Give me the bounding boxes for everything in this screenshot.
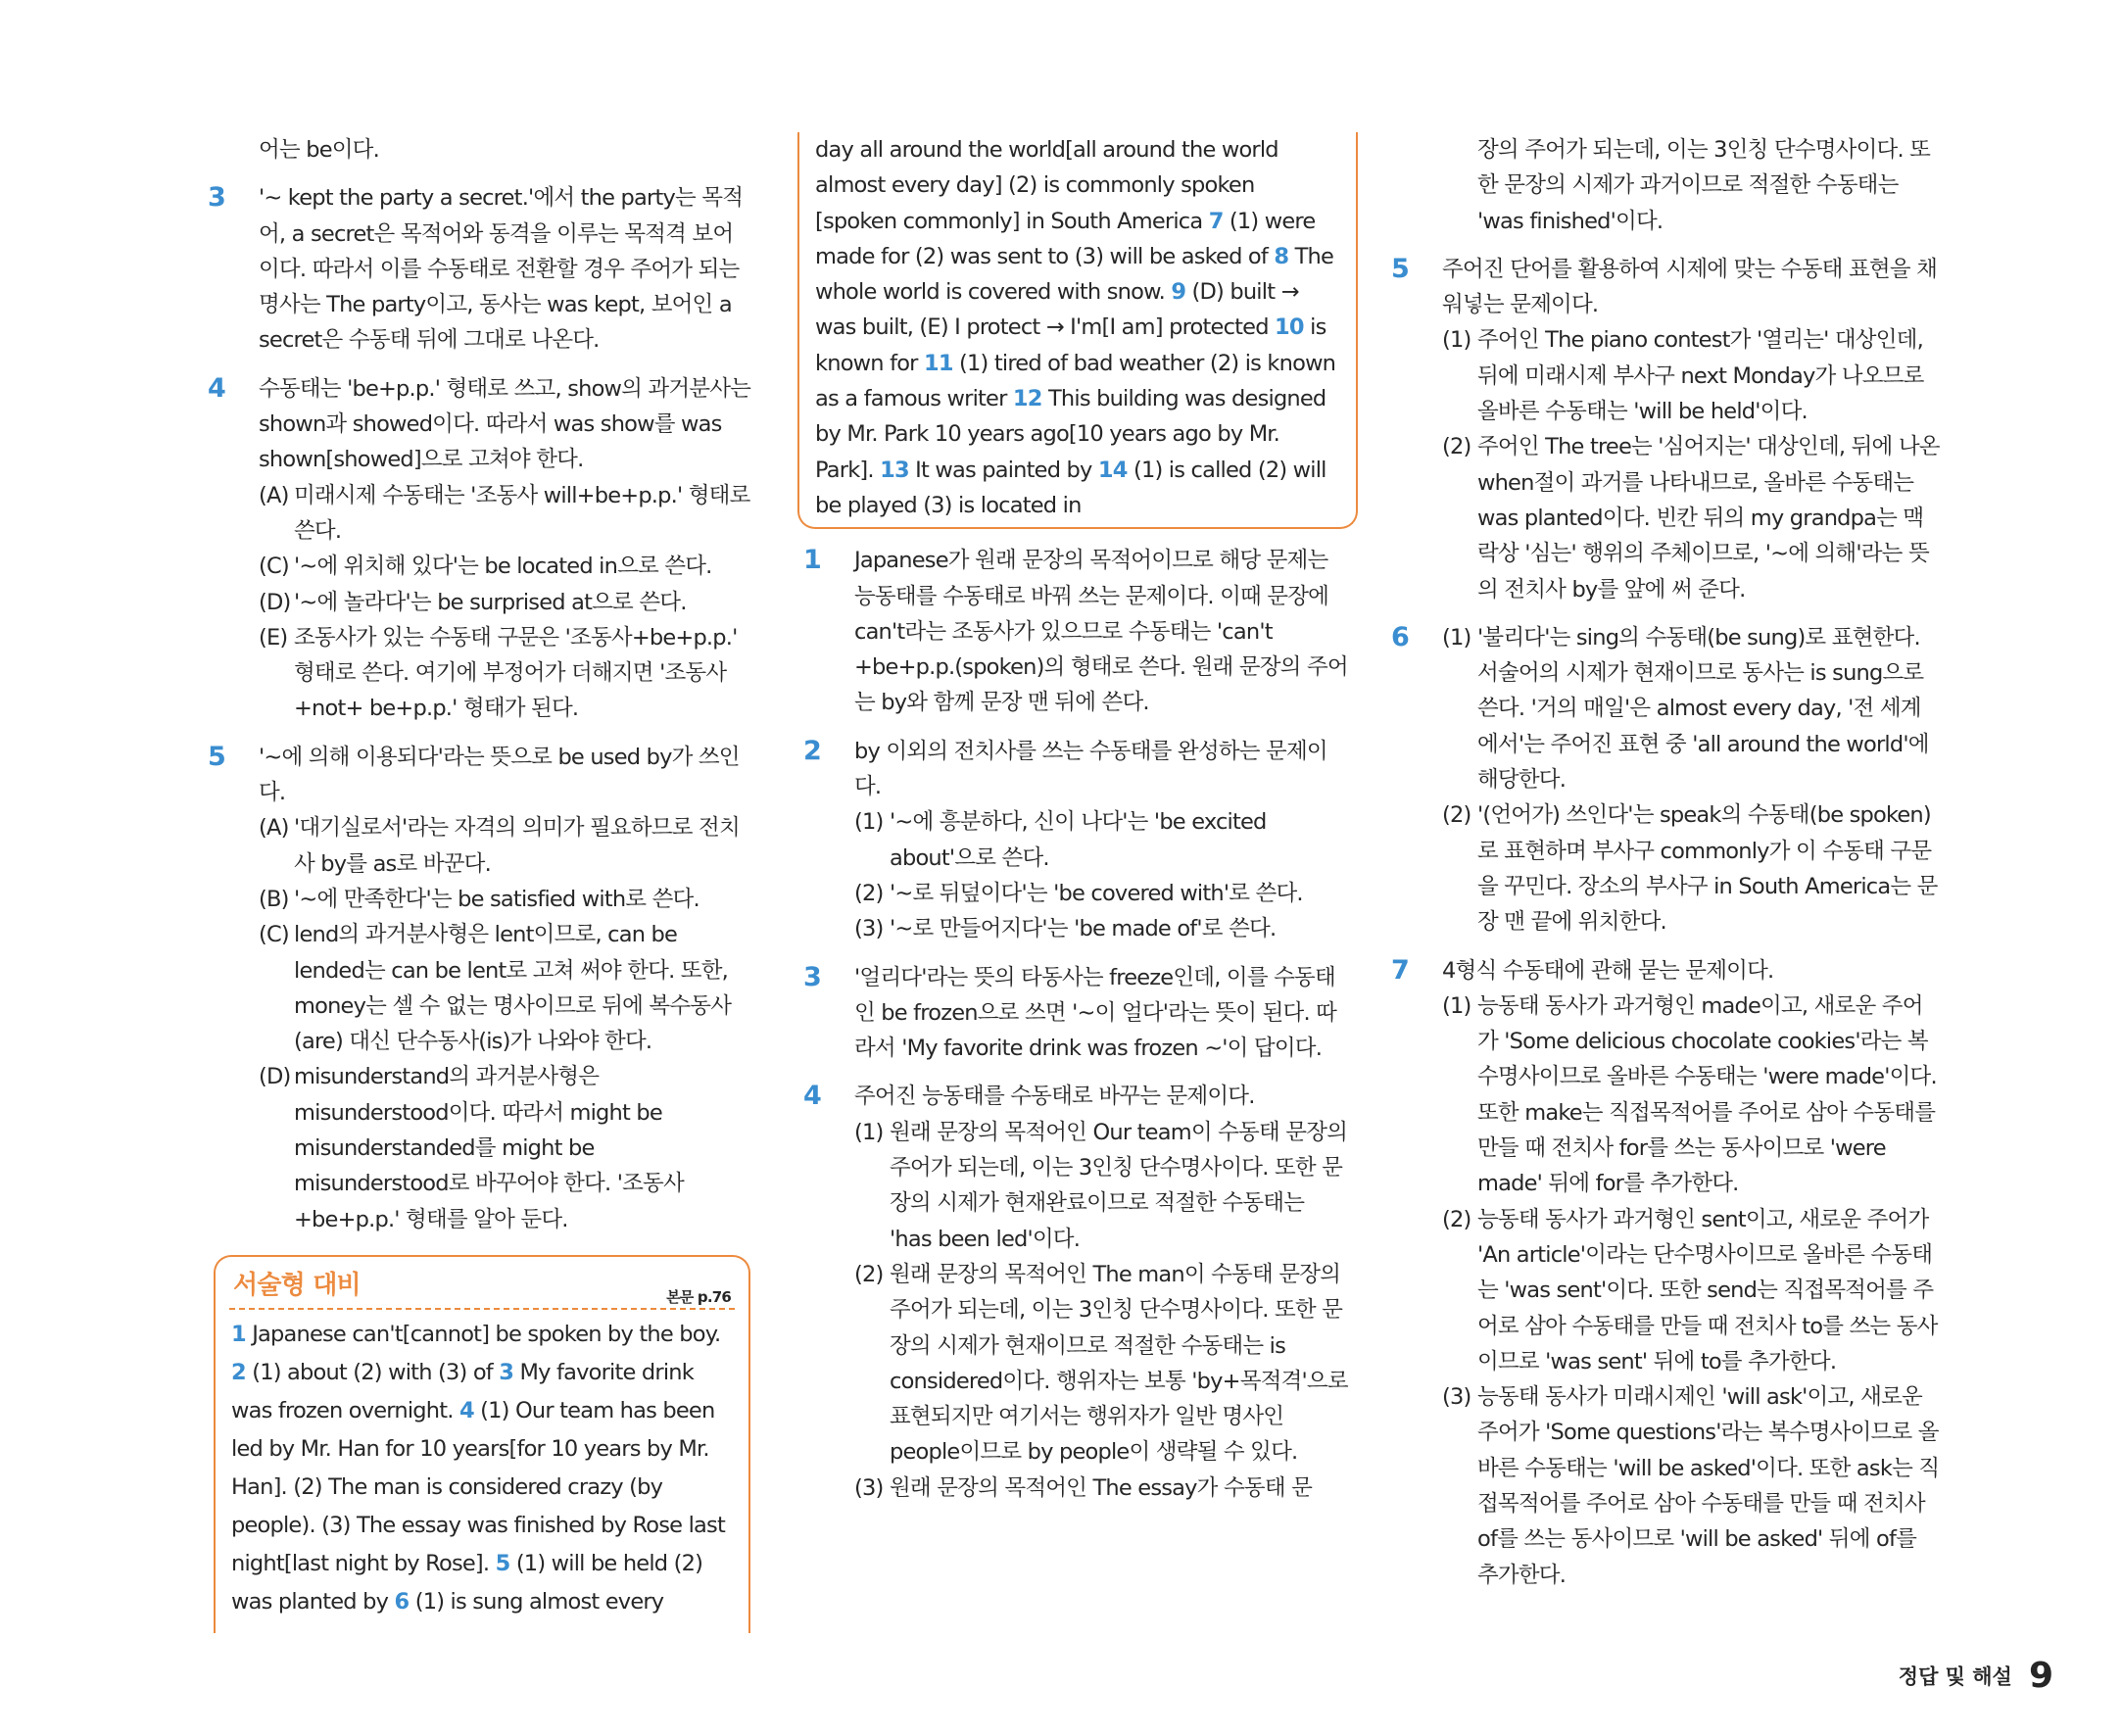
sub-tag: (B) [259, 886, 289, 912]
continued-text: 장의 주어가 되는데, 이는 3인칭 단수명사이다. 또한 문장의 시제가 과거이므로 적절한 수동태는 'was finished'이다. [1477, 137, 1931, 234]
item-number: 5 [1391, 253, 1409, 284]
sub-item [854, 804, 1350, 876]
sub-item [854, 876, 1350, 911]
sub-tag: (C) [259, 922, 289, 948]
answer-number: 12 [1012, 386, 1042, 412]
sub-tag: (E) [259, 624, 288, 651]
sub-tag: (A) [259, 815, 289, 842]
answer-item-2 [803, 734, 1350, 947]
answer-item-3 [208, 180, 751, 358]
sub-tag: (C) [259, 554, 289, 580]
sub-item [1442, 1202, 1940, 1379]
sub-item [854, 1471, 1350, 1506]
answer-text: Japanese can't[cannot] be spoken by the boy. [245, 1322, 721, 1347]
answer-text: (1) were made for (2) was sent to (3) will be asked of [815, 208, 1316, 269]
answer-item-5 [208, 740, 751, 1237]
answer-text: (1) tired of bad weather (2) is known as a famous writer [815, 350, 1336, 412]
essay-box-title: 서술형 대비 [233, 1271, 361, 1300]
sub-text: 원래 문장의 목적어인 The man이 수동태 문장의 주어가 되는데, 이는 3인칭 단수명사이다. 또한 문장의 시제가 현재이므로 적절한 수동태는 is considered이다. 행위자는 보통 'by+목적격'으로 표현되지만 여기서는 행위자가 일반 명사인 people이므로 by people이 생략될 수 있다. [890, 1261, 1348, 1466]
column-left [208, 132, 751, 1250]
sub-tag: (D) [259, 589, 291, 615]
answer-item-6 [1391, 620, 1940, 940]
sub-tag: (1) [1442, 624, 1471, 651]
answer-text: (1) Our team has been led by Mr. Han for 10 years[for 10 years by Mr. Han]. (2) The man is considered crazy (by people). (3) The essay was finished by Rose last night[last night by Rose]. [231, 1398, 725, 1576]
answer-item-4 [208, 371, 751, 727]
answer-text: (1) will be held (2) was planted by [231, 1551, 703, 1615]
item-number: 4 [803, 1081, 821, 1112]
item-number: 3 [208, 182, 225, 214]
item-text: '~ kept the party a secret.'에서 the party는 목적어, a secret은 목적어와 동격을 이루는 목적격 보어이다. 따라서 이를 수동태로 전환할 경우 주어가 되는 명사는 The party이고, 동사는 was kept, 보어인 a secret은 수동태 뒤에 그대로 나온다. [259, 185, 744, 354]
answer-number: 13 [880, 457, 909, 483]
answer-text: It was painted by [908, 457, 1098, 483]
column-right [1391, 132, 1940, 1606]
sub-tag: (1) [1442, 992, 1471, 1019]
page-footer [1899, 1656, 2053, 1696]
sub-text: 능동태 동사가 과거형인 sent이고, 새로운 주어가 'An article'이라는 단수명사이므로 올바른 수동태는 'was sent'이다. 또한 send는 직접목적어를 주어로 삼아 수동태를 만들 때 전치사 to를 쓰는 동사이므로 'was sent' 뒤에 to를 추가한다. [1477, 1206, 1938, 1374]
sub-text: 원래 문장의 목적어인 The essay가 수동태 문 [890, 1474, 1313, 1501]
sub-tag: (2) [1442, 434, 1471, 460]
item-number: 3 [803, 961, 821, 992]
essay-answer-box [214, 1255, 750, 1633]
sub-text: '불리다'는 sing의 수동태(be sung)로 표현한다. 서술어의 시제가 현재이므로 동사는 is sung으로 쓴다. '거의 매일'은 almost every day, '전 세계에서'는 주어진 표현 중 'all around the world'에 해당한다. [1477, 624, 1929, 794]
sub-item [259, 1059, 751, 1236]
column-middle [803, 132, 1350, 1519]
sub-text: lend의 과거분사형은 lent이므로, can be lended는 can be lent로 고쳐 써야 한다. 또한, money는 셀 수 없는 명사이므로 뒤에 복수동사 (are) 대신 단수동사(is)가 나와야 한다. [294, 922, 732, 1055]
answer-number: 2 [231, 1360, 246, 1385]
answer-number: 11 [923, 350, 953, 376]
sub-tag: (3) [854, 1474, 884, 1501]
answer-text: (1) is sung almost every [409, 1589, 664, 1615]
item-text: '~에 의해 이용되다'라는 뜻으로 be used by가 쓰인다. [259, 744, 740, 806]
sub-text: 원래 문장의 목적어인 Our team이 수동태 문장의 주어가 되는데, 이는 3인칭 단수명사이다. 또한 문장의 시제가 현재완료이므로 적절한 수동태는 'has been led'이다. [890, 1119, 1348, 1252]
item-number: 6 [1391, 621, 1409, 652]
item-number: 2 [803, 735, 821, 766]
essay-answers [216, 1310, 748, 1621]
sub-item [854, 911, 1350, 946]
answer-number: 6 [394, 1589, 410, 1615]
sub-tag: (1) [854, 809, 884, 836]
sub-text: 주어인 The piano contest가 '열리는' 대상인데, 뒤에 미래시제 부사구 next Monday가 나오므로 올바른 수동태는 'will be held'이다. [1477, 327, 1924, 425]
sub-item [854, 1115, 1350, 1257]
sub-text: 주어인 The tree는 '심어지는' 대상인데, 뒤에 나온 when절이 과거를 나타내므로, 올바른 수동태는 was planted이다. 빈칸 뒤의 my grandpa는 맥락상 '심는' 행위의 주체이므로, '~에 의해'라는 뜻의 전치사 by를 앞에 써 준다. [1477, 434, 1940, 603]
answer-number: 9 [1171, 279, 1186, 306]
item-number: 5 [208, 741, 225, 772]
sub-text: '~로 만들어지다'는 'be made of'로 쓴다. [890, 916, 1277, 942]
answer-text: (1) about (2) with (3) of [245, 1360, 500, 1385]
sub-item [259, 585, 751, 620]
answer-item-1 [803, 543, 1350, 720]
answer-item-4 [803, 1079, 1350, 1506]
answer-number: 7 [1208, 208, 1224, 234]
sub-text: '~에 만족한다'는 be satisfied with로 쓴다. [294, 886, 699, 912]
sub-item [259, 478, 751, 550]
sub-tag: (2) [854, 1261, 884, 1287]
answer-text: day all around the world[all around the world almost every day] (2) is commonly spoken [spoken commonly] in South America [815, 137, 1278, 234]
answer-text: My favorite drink was frozen overnight. [231, 1360, 694, 1423]
sub-tag: (1) [854, 1119, 884, 1145]
essay-answer-box-continued [797, 132, 1358, 529]
sub-item [1442, 322, 1940, 429]
sub-item [1442, 797, 1940, 940]
sub-item [1442, 429, 1940, 606]
sub-item [259, 882, 751, 917]
page-number: 9 [2028, 1656, 2053, 1696]
sub-tag: (2) [1442, 802, 1471, 829]
sub-text: 능동태 동사가 과거형인 made이고, 새로운 주어가 'Some delicious chocolate cookies'라는 복수명사이므로 올바른 수동태는 'were made'이다. 또한 make는 직접목적어를 주어로 삼아 수동태를 만들 때 전치사 for를 쓰는 동사이므로 'were made' 뒤에 for를 추가한다. [1477, 992, 1937, 1197]
sub-item [1442, 1379, 1940, 1593]
item-text: by 이외의 전치사를 쓰는 수동태를 완성하는 문제이다. [854, 738, 1327, 800]
answer-number: 14 [1097, 457, 1128, 483]
answer-text: The whole world is covered with snow. [815, 243, 1334, 306]
item-number: 7 [1391, 954, 1409, 986]
item-text: 4형식 수동태에 관해 묻는 문제이다. [1442, 957, 1774, 984]
sub-item [259, 620, 751, 727]
item-text: 주어진 능동태를 수동태로 바꾸는 문제이다. [854, 1084, 1255, 1110]
answer-number: 10 [1275, 314, 1304, 341]
sub-tag: (2) [854, 880, 884, 906]
sub-text: '~에 놀라다'는 be surprised at으로 쓴다. [294, 589, 687, 615]
item-text: 주어진 단어를 활용하여 시제에 맞는 수동태 표현을 채워넣는 문제이다. [1442, 256, 1938, 318]
answer-text: (D) built → was built, (E) I protect → I'm[I am] protected [815, 279, 1299, 341]
sub-text: '대기실로서'라는 자격의 의미가 필요하므로 전치사 by를 as로 바꾼다. [294, 815, 740, 877]
answer-number: 5 [495, 1551, 510, 1576]
item-text: '얼리다'라는 뜻의 타동사는 freeze인데, 이를 수동태인 be frozen으로 쓰면 '~이 얼다'라는 뜻이 된다. 따라서 'My favorite drink was frozen ~'이 답이다. [854, 964, 1337, 1062]
sub-text: misunderstand의 과거분사형은 misunderstood이다. 따라서 might be misunderstanded를 might be misunderstood로 바꾸어야 한다. '조동사+be+p.p.' 형태를 알아 둔다. [294, 1064, 684, 1232]
answer-item-3 [803, 960, 1350, 1067]
sub-text: '~에 흥분하다, 신이 나다'는 'be excited about'으로 쓴다. [890, 809, 1267, 871]
sub-text: '~에 위치해 있다'는 be located in으로 쓴다. [294, 554, 712, 580]
sub-text: '(언어가) 쓰인다'는 speak의 수동태(be spoken)로 표현하며 부사구 commonly가 이 수동태 구문을 꾸민다. 장소의 부사구 in South America는 문장 맨 끝에 위치한다. [1477, 802, 1938, 936]
sub-item [854, 1257, 1350, 1471]
answer-text: is known for [815, 314, 1326, 376]
sub-tag: (3) [1442, 1384, 1471, 1411]
sub-item [1442, 620, 1940, 797]
answer-item-5 [1391, 252, 1940, 607]
answer-number: 3 [499, 1360, 514, 1385]
page-reference: 본문 p.76 [666, 1288, 731, 1306]
answer-item-7 [1391, 953, 1940, 1593]
continued-text: 어는 be이다. [259, 137, 379, 163]
essay-box-header [229, 1257, 735, 1310]
sub-text: '~로 뒤덮이다'는 'be covered with'로 쓴다. [890, 880, 1303, 906]
answer-number: 8 [1274, 243, 1289, 269]
answer-text: (1) is called (2) will be played (3) is located in [815, 457, 1326, 518]
sub-text: 미래시제 수동태는 '조동사 will+be+p.p.' 형태로 쓴다. [294, 482, 750, 544]
sub-item [259, 917, 751, 1059]
sub-tag: (A) [259, 482, 289, 508]
item-text: Japanese가 원래 문장의 목적어이므로 해당 문제는 능동태를 수동태로 바꿔 쓰는 문제이다. 이때 문장에 can't라는 조동사가 있으므로 수동태는 'can't +be+p.p.(spoken)의 형태로 쓴다. 원래 문장의 주어는 by와 함께 문장 맨 뒤에 쓴다. [854, 548, 1348, 716]
item-text: 수동태는 'be+p.p.' 형태로 쓰고, show의 과거분사는 shown과 showed이다. 따라서 was show를 was shown[showed]으로 고쳐야 한다. [259, 375, 751, 473]
sub-tag: (1) [1442, 327, 1471, 354]
sub-tag: (D) [259, 1064, 291, 1090]
answer-number: 1 [231, 1322, 246, 1347]
answer-text: This building was designed by Mr. Park 10 years ago[10 years ago by Mr. Park]. [815, 386, 1326, 483]
sub-item [259, 810, 751, 882]
sub-text: 능동태 동사가 미래시제인 'will ask'이고, 새로운 주어가 'Some questions'라는 복수명사이므로 올바른 수동태는 'will be asked'이다. 또한 ask는 직접목적어를 주어로 삼아 수동태를 만들 때 전치사 of를 쓰는 동사이므로 'will be asked' 뒤에 of를 추가한다. [1477, 1384, 1940, 1588]
sub-tag: (3) [854, 916, 884, 942]
sub-tag: (2) [1442, 1206, 1471, 1232]
sub-item [1442, 989, 1940, 1202]
sub-text: 조동사가 있는 수동태 구문은 '조동사+be+p.p.' 형태로 쓴다. 여기에 부정어가 더해지면 '조동사+not+ be+p.p.' 형태가 된다. [294, 624, 738, 722]
item-number: 4 [208, 372, 225, 404]
footer-label: 정답 및 해설 [1898, 1664, 2012, 1689]
item-number: 1 [803, 545, 821, 576]
sub-item [259, 549, 751, 584]
answer-number: 4 [458, 1398, 474, 1423]
